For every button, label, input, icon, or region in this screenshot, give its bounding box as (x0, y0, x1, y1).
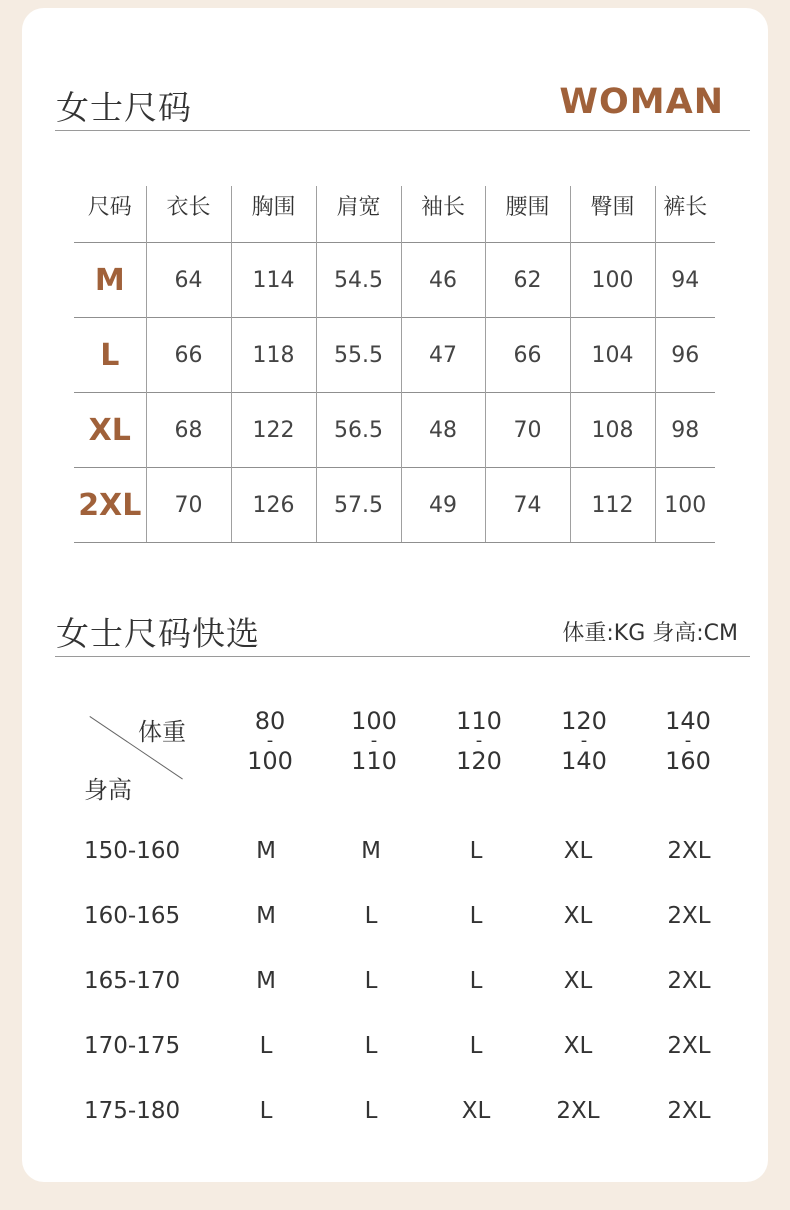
quick-select-divider (55, 656, 750, 657)
measure-cell: 55.5 (316, 318, 401, 393)
title-divider (55, 130, 750, 131)
measure-cell: 54.5 (316, 243, 401, 318)
measure-cell: 47 (401, 318, 485, 393)
size-cell: L (364, 1098, 378, 1124)
size-cell: L (469, 968, 483, 994)
size-label: 2XL (74, 468, 146, 543)
range-dash: - (580, 730, 588, 751)
units-note: 体重:KG 身高:CM (562, 621, 738, 646)
measure-cell: 68 (146, 393, 231, 468)
weight-from: 80 (254, 707, 286, 735)
header-cell: 衣长 (146, 186, 231, 243)
weight-from: 110 (456, 707, 502, 735)
weight-to: 160 (665, 747, 711, 775)
weight-range-header (638, 708, 738, 774)
height-range: 150-160 (84, 838, 181, 864)
size-cell: 2XL (667, 903, 711, 929)
height-range: 160-165 (84, 903, 181, 929)
measure-cell: 100 (570, 243, 655, 318)
header-cell: 胸围 (231, 186, 316, 243)
size-cell: L (469, 1033, 483, 1059)
measure-cell: 104 (570, 318, 655, 393)
measure-cell: 98 (655, 393, 715, 468)
measure-cell: 122 (231, 393, 316, 468)
header-cell: 尺码 (87, 195, 132, 220)
size-cell: 2XL (667, 1033, 711, 1059)
size-cell: 2XL (667, 1098, 711, 1124)
measure-cell: 126 (231, 468, 316, 543)
quick-select-title: 女士尺码快选 (56, 614, 260, 653)
measure-cell: 66 (146, 318, 231, 393)
size-cell: L (259, 1033, 273, 1059)
measure-cell: 56.5 (316, 393, 401, 468)
measure-cell: 70 (485, 393, 570, 468)
header-cell: 袖长 (401, 186, 485, 243)
corner-weight-label: 体重 (138, 718, 186, 746)
woman-badge: WOMAN (559, 82, 724, 122)
size-label: L (74, 318, 146, 393)
table-row (74, 243, 715, 318)
size-table-header (74, 186, 715, 243)
weight-to: 100 (247, 747, 293, 775)
weight-to: 120 (456, 747, 502, 775)
measure-cell: 108 (570, 393, 655, 468)
measure-cell: 57.5 (316, 468, 401, 543)
size-chart-card (22, 8, 768, 1182)
measure-cell: 46 (401, 243, 485, 318)
size-cell: M (256, 903, 276, 929)
table-row (74, 468, 715, 543)
range-dash: - (266, 730, 274, 751)
size-table (74, 186, 715, 543)
range-dash: - (684, 730, 692, 751)
weight-to: 140 (561, 747, 607, 775)
measure-cell: 112 (570, 468, 655, 543)
size-cell: L (469, 838, 483, 864)
measure-cell: 64 (146, 243, 231, 318)
weight-range-header (220, 708, 320, 774)
range-dash: - (370, 730, 378, 751)
height-range: 170-175 (84, 1033, 181, 1059)
weight-to: 110 (351, 747, 397, 775)
header-cell: 腰围 (485, 186, 570, 243)
size-label: M (74, 243, 146, 318)
weight-from: 140 (665, 707, 711, 735)
weight-range-header (429, 708, 529, 774)
measure-cell: 114 (231, 243, 316, 318)
women-size-title: 女士尺码 (56, 88, 192, 127)
size-cell: L (259, 1098, 273, 1124)
measure-cell: 118 (231, 318, 316, 393)
size-cell: L (364, 903, 378, 929)
table-row (74, 393, 715, 468)
size-cell: XL (563, 903, 593, 929)
weight-range-header (324, 708, 424, 774)
header-cell: 臀围 (570, 186, 655, 243)
measure-cell: 96 (655, 318, 715, 393)
measure-cell: 48 (401, 393, 485, 468)
weight-from: 100 (351, 707, 397, 735)
measure-cell: 62 (485, 243, 570, 318)
size-cell: M (256, 968, 276, 994)
size-cell: L (469, 903, 483, 929)
size-cell: L (364, 1033, 378, 1059)
size-cell: M (256, 838, 276, 864)
measure-cell: 49 (401, 468, 485, 543)
measure-cell: 74 (485, 468, 570, 543)
corner-height-label: 身高 (84, 776, 132, 804)
size-cell: 2XL (667, 968, 711, 994)
weight-from: 120 (561, 707, 607, 735)
size-cell: 2XL (667, 838, 711, 864)
height-range: 175-180 (84, 1098, 181, 1124)
weight-range-header (534, 708, 634, 774)
size-cell: M (361, 838, 381, 864)
size-cell: XL (563, 1033, 593, 1059)
measure-cell: 66 (485, 318, 570, 393)
height-range: 165-170 (84, 968, 181, 994)
header-cell: 裤长 (655, 186, 715, 243)
measure-cell: 94 (655, 243, 715, 318)
size-cell: XL (461, 1098, 491, 1124)
size-cell: XL (563, 968, 593, 994)
size-cell: 2XL (556, 1098, 600, 1124)
table-row (74, 318, 715, 393)
measure-cell: 70 (146, 468, 231, 543)
size-cell: L (364, 968, 378, 994)
measure-cell: 100 (655, 468, 715, 543)
header-cell: 肩宽 (316, 186, 401, 243)
size-cell: XL (563, 838, 593, 864)
size-label: XL (74, 393, 146, 468)
range-dash: - (475, 730, 483, 751)
